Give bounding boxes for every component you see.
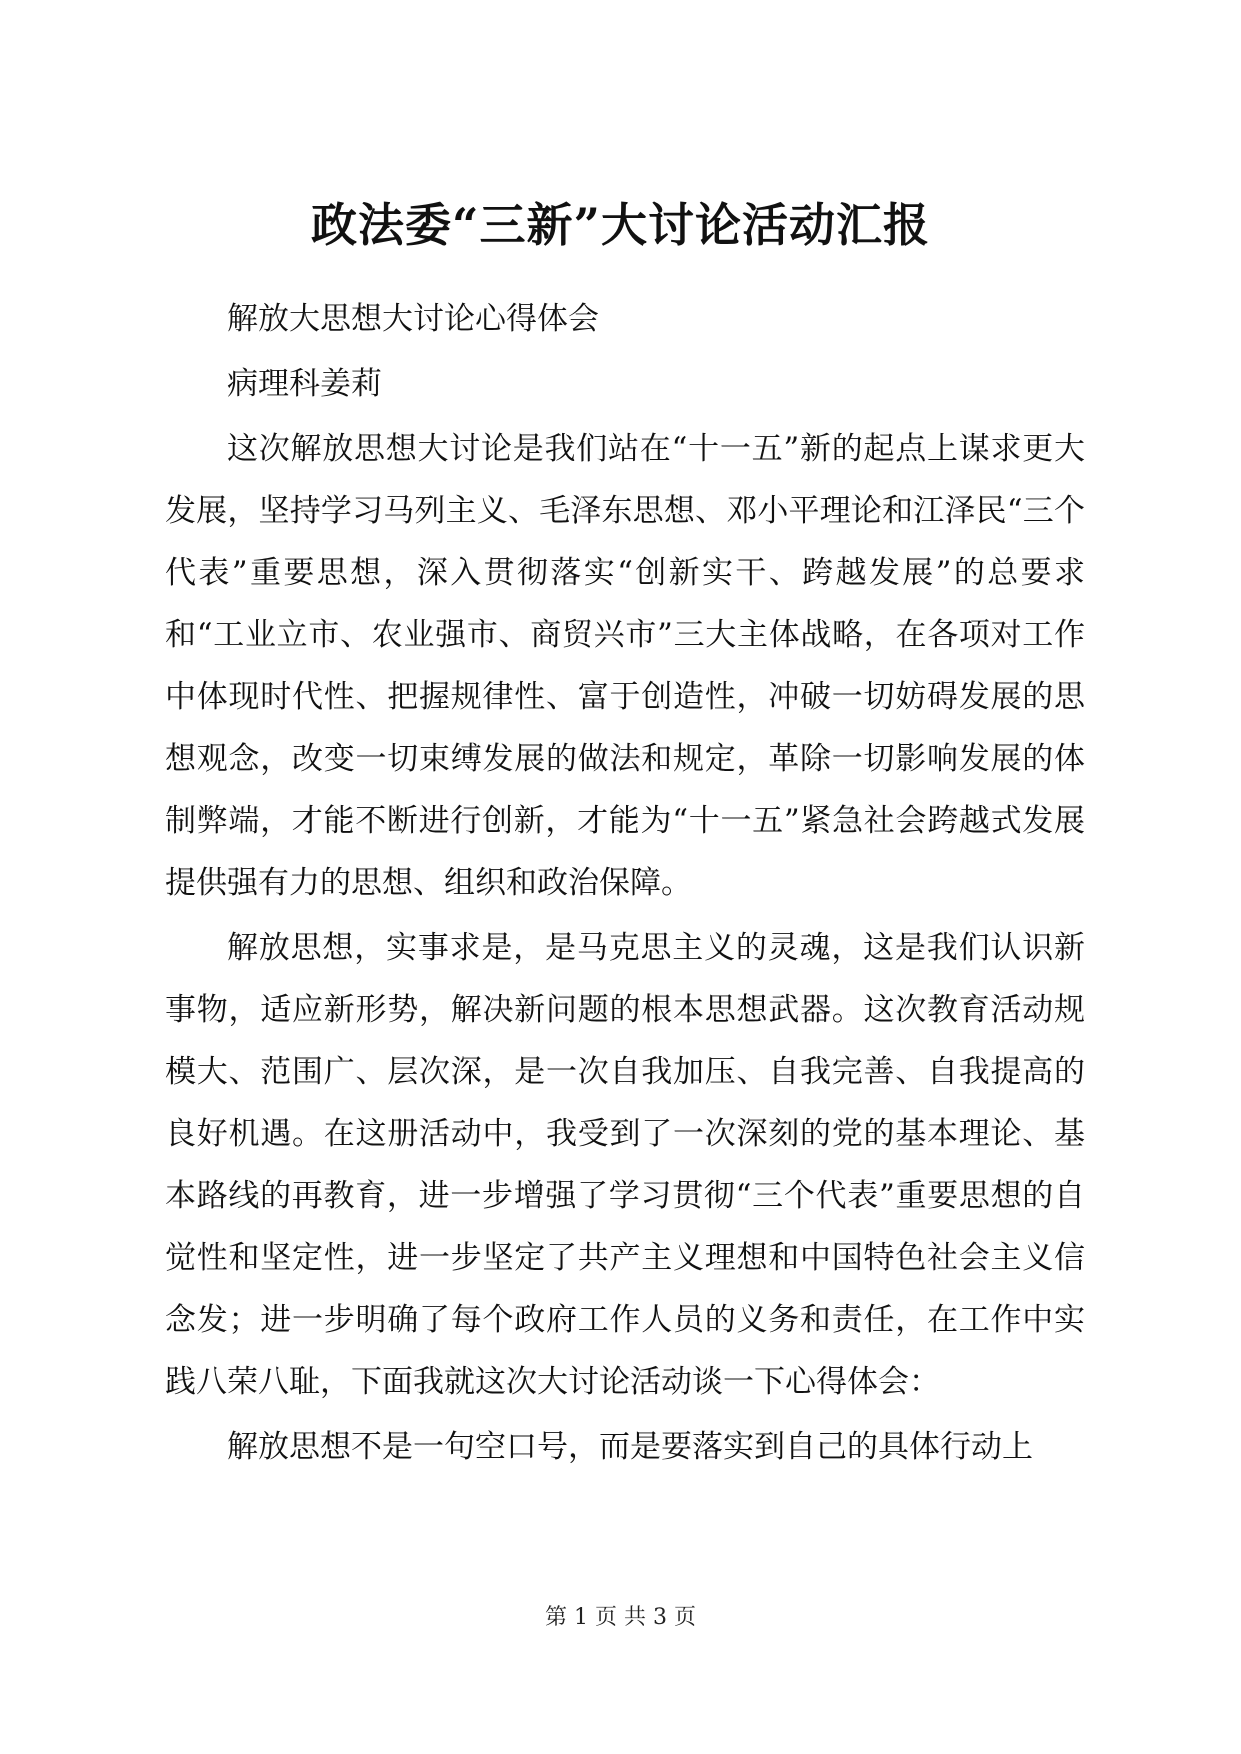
page-footer: 第 1 页 共 3 页 [545,1605,696,1630]
paragraph-1: 这次解放思想大讨论是我们站在“十一五”新的起点上谋求更大发展，坚持学习马列主义、毛泽东思想、邓小平理论和江泽民“三个代表”重要思想，深入贯彻落实“创新实干、跨越发展”的总要求和“工业立市、农业强市、商贸兴市”三大主体战略，在各项对工作中体现时代性、把握规律性、富于创造性，冲破一切妨碍发展的思想观念，改变一切束缚发展的做法和规定，革除一切影响发展的体制弊端，才能不断进行创新，才能为“十一五”紧急社会跨越式发展提供强有力的思想、组织和政治保障。 [165,431,1085,901]
document-body [165,288,1085,1481]
paragraph-2: 解放思想，实事求是，是马克思主义的灵魂，这是我们认识新事物，适应新形势，解决新问题的根本思想武器。这次教育活动规模大、范围广、层次深，是一次自我加压、自我完善、自我提高的良好机遇。在这册活动中，我受到了一次深刻的党的基本理论、基本路线的再教育，进一步增强了学习贯彻“三个代表”重要思想的自觉性和坚定性，进一步坚定了共产主义理想和中国特色社会主义信念发；进一步明确了每个政府工作人员的义务和责任，在工作中实践八荣八耻，下面我就这次大讨论活动谈一下心得体会： [165,930,1085,1400]
subtitle-line: 解放大思想大讨论心得体会 [227,301,599,337]
author-line: 病理科姜莉 [227,366,382,402]
paragraph-3: 解放思想不是一句空口号，而是要落实到自己的具体行动上 [227,1429,1033,1465]
document-title: 政法委“三新”大讨论活动汇报 [311,198,930,252]
